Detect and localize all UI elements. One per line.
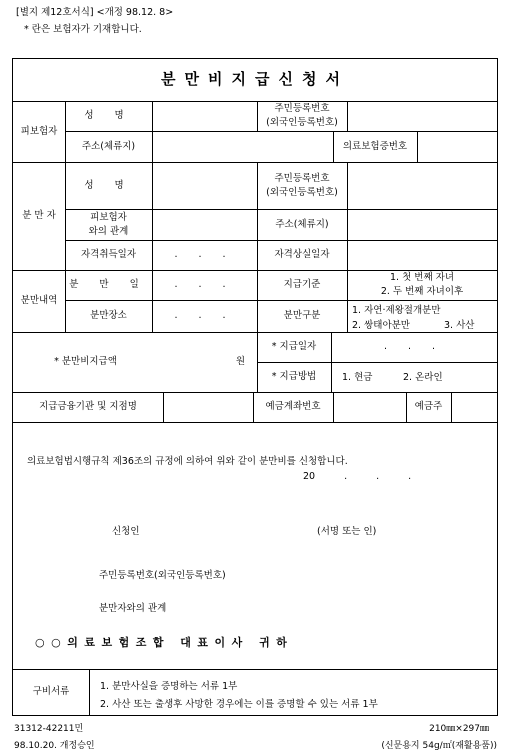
account-field[interactable] xyxy=(333,392,406,422)
criteria-options[interactable] xyxy=(347,270,497,300)
insured-address-label: 주소(체류지) xyxy=(81,140,136,152)
insured-rrn-label xyxy=(257,101,347,131)
delivery-person-address-field[interactable] xyxy=(347,209,497,240)
insured-card-no-field[interactable] xyxy=(417,131,497,162)
pay-method-option-online[interactable]: 2. 온라인 xyxy=(403,372,443,383)
header-note: * 란은 보험자가 기재합니다. xyxy=(24,24,142,35)
delivery-person-rrn-label xyxy=(257,162,347,209)
recipient: ○○의료보험조합 대표이사 귀하 xyxy=(35,636,294,649)
footer-approval: 98.10.20. 개정승인 xyxy=(14,741,95,751)
pay-date-field[interactable]: . . . xyxy=(383,341,445,353)
insured-rrn-label-line1: 주민등록번호 xyxy=(274,103,330,115)
delivery-person-rrn-label-line2: (외국인등록번호) xyxy=(266,186,338,198)
relation-field[interactable] xyxy=(152,209,257,240)
insured-card-no-label: 의료보험증번호 xyxy=(342,140,408,152)
delivery-type-label: 분만구분 xyxy=(283,310,321,322)
pay-method-label: * 지급방법 xyxy=(271,371,317,383)
acquire-date-label: 자격취득일자 xyxy=(80,249,137,261)
declaration-date[interactable]: 20 . . . xyxy=(303,471,412,482)
delivery-date-field[interactable]: . . . xyxy=(174,279,235,291)
payment-amount-unit: 원 xyxy=(235,356,245,368)
attachment-item-1: 1. 분만사실을 증명하는 서류 1부 xyxy=(100,681,238,692)
form-frame xyxy=(12,58,498,716)
pay-method-option-cash[interactable]: 1. 현금 xyxy=(342,372,373,383)
bank-field[interactable] xyxy=(163,392,253,422)
payment-amount-label: * 분만비지급액 xyxy=(54,356,117,368)
declaration-rrn-label: 주민등록번호(외국인등록번호) xyxy=(99,570,226,581)
criteria-option-1[interactable]: 1. 첫 번째 자녀 xyxy=(389,272,454,284)
account-label: 예금계좌번호 xyxy=(265,401,321,413)
declaration-statement: 의료보험법시행규칙 제36조의 규정에 의하여 위와 같이 분만비를 신청합니다. xyxy=(27,456,348,467)
pay-date-label: * 지급일자 xyxy=(271,341,317,353)
lose-date-field[interactable] xyxy=(347,240,497,270)
footer-paper-size: 210㎜×297㎜ xyxy=(429,724,489,734)
insured-name-label: 성 명 xyxy=(84,110,133,122)
delivery-person-rrn-field[interactable] xyxy=(347,162,497,209)
delivery-place-label: 분만장소 xyxy=(90,310,127,322)
relation-label-line1: 피보험자 xyxy=(90,211,127,223)
delivery-date-label: 분 만 일 xyxy=(69,279,148,291)
attachment-item-2: 2. 사산 또는 출생후 사망한 경우에는 이를 증명할 수 있는 서류 1부 xyxy=(100,699,378,710)
footer-paper-spec: (신문용지 54g/㎡(재활용품)) xyxy=(381,741,497,751)
form-title: 분만비지급신청서 xyxy=(161,70,349,89)
insured-rrn-field[interactable] xyxy=(347,101,497,131)
delivery-details-section-label: 분만내역 xyxy=(20,295,58,307)
delivery-type-option-2[interactable]: 2. 쌍태아분만 xyxy=(352,320,410,331)
criteria-option-2[interactable]: 2. 두 번째 자녀이후 xyxy=(380,286,464,297)
criteria-label: 지급기준 xyxy=(283,279,321,291)
declaration-relation-label: 분만자와의 관계 xyxy=(99,603,167,614)
delivery-type-option-3[interactable]: 3. 사산 xyxy=(444,320,475,331)
delivery-person-name-field[interactable] xyxy=(152,162,257,209)
delivery-person-name-label: 성 명 xyxy=(84,179,133,191)
signature-label[interactable]: (서명 또는 인) xyxy=(317,526,377,537)
holder-label: 예금주 xyxy=(414,401,443,413)
delivery-place-field[interactable]: . . . xyxy=(174,310,235,322)
acquire-date-field[interactable]: . . . xyxy=(174,249,235,261)
footer-code: 31312-42211민 xyxy=(14,724,84,734)
bank-label: 지급금융기관 및 지점명 xyxy=(39,401,137,413)
delivery-person-rrn-label-line1: 주민등록번호 xyxy=(274,172,330,184)
delivery-type-option-1[interactable]: 1. 자연·제왕절개분만 xyxy=(352,305,441,316)
applicant-label: 신청인 xyxy=(112,526,140,537)
insured-name-field[interactable] xyxy=(152,101,257,131)
lose-date-label: 자격상실일자 xyxy=(274,249,330,261)
relation-label-line2: 와의 관계 xyxy=(88,225,129,237)
relation-label xyxy=(65,209,152,240)
holder-field[interactable] xyxy=(451,392,497,422)
attachments-label: 구비서류 xyxy=(32,686,70,698)
delivery-person-address-label: 주소(체류지) xyxy=(275,218,329,230)
form-number: [별지 제12호서식] <개정 98.12. 8> xyxy=(16,7,174,18)
insured-address-field[interactable] xyxy=(152,131,333,162)
delivery-person-section-label: 분 만 자 xyxy=(22,210,56,222)
insured-rrn-label-line2: (외국인등록번호) xyxy=(266,117,338,128)
insured-section-label: 피보험자 xyxy=(20,125,58,137)
